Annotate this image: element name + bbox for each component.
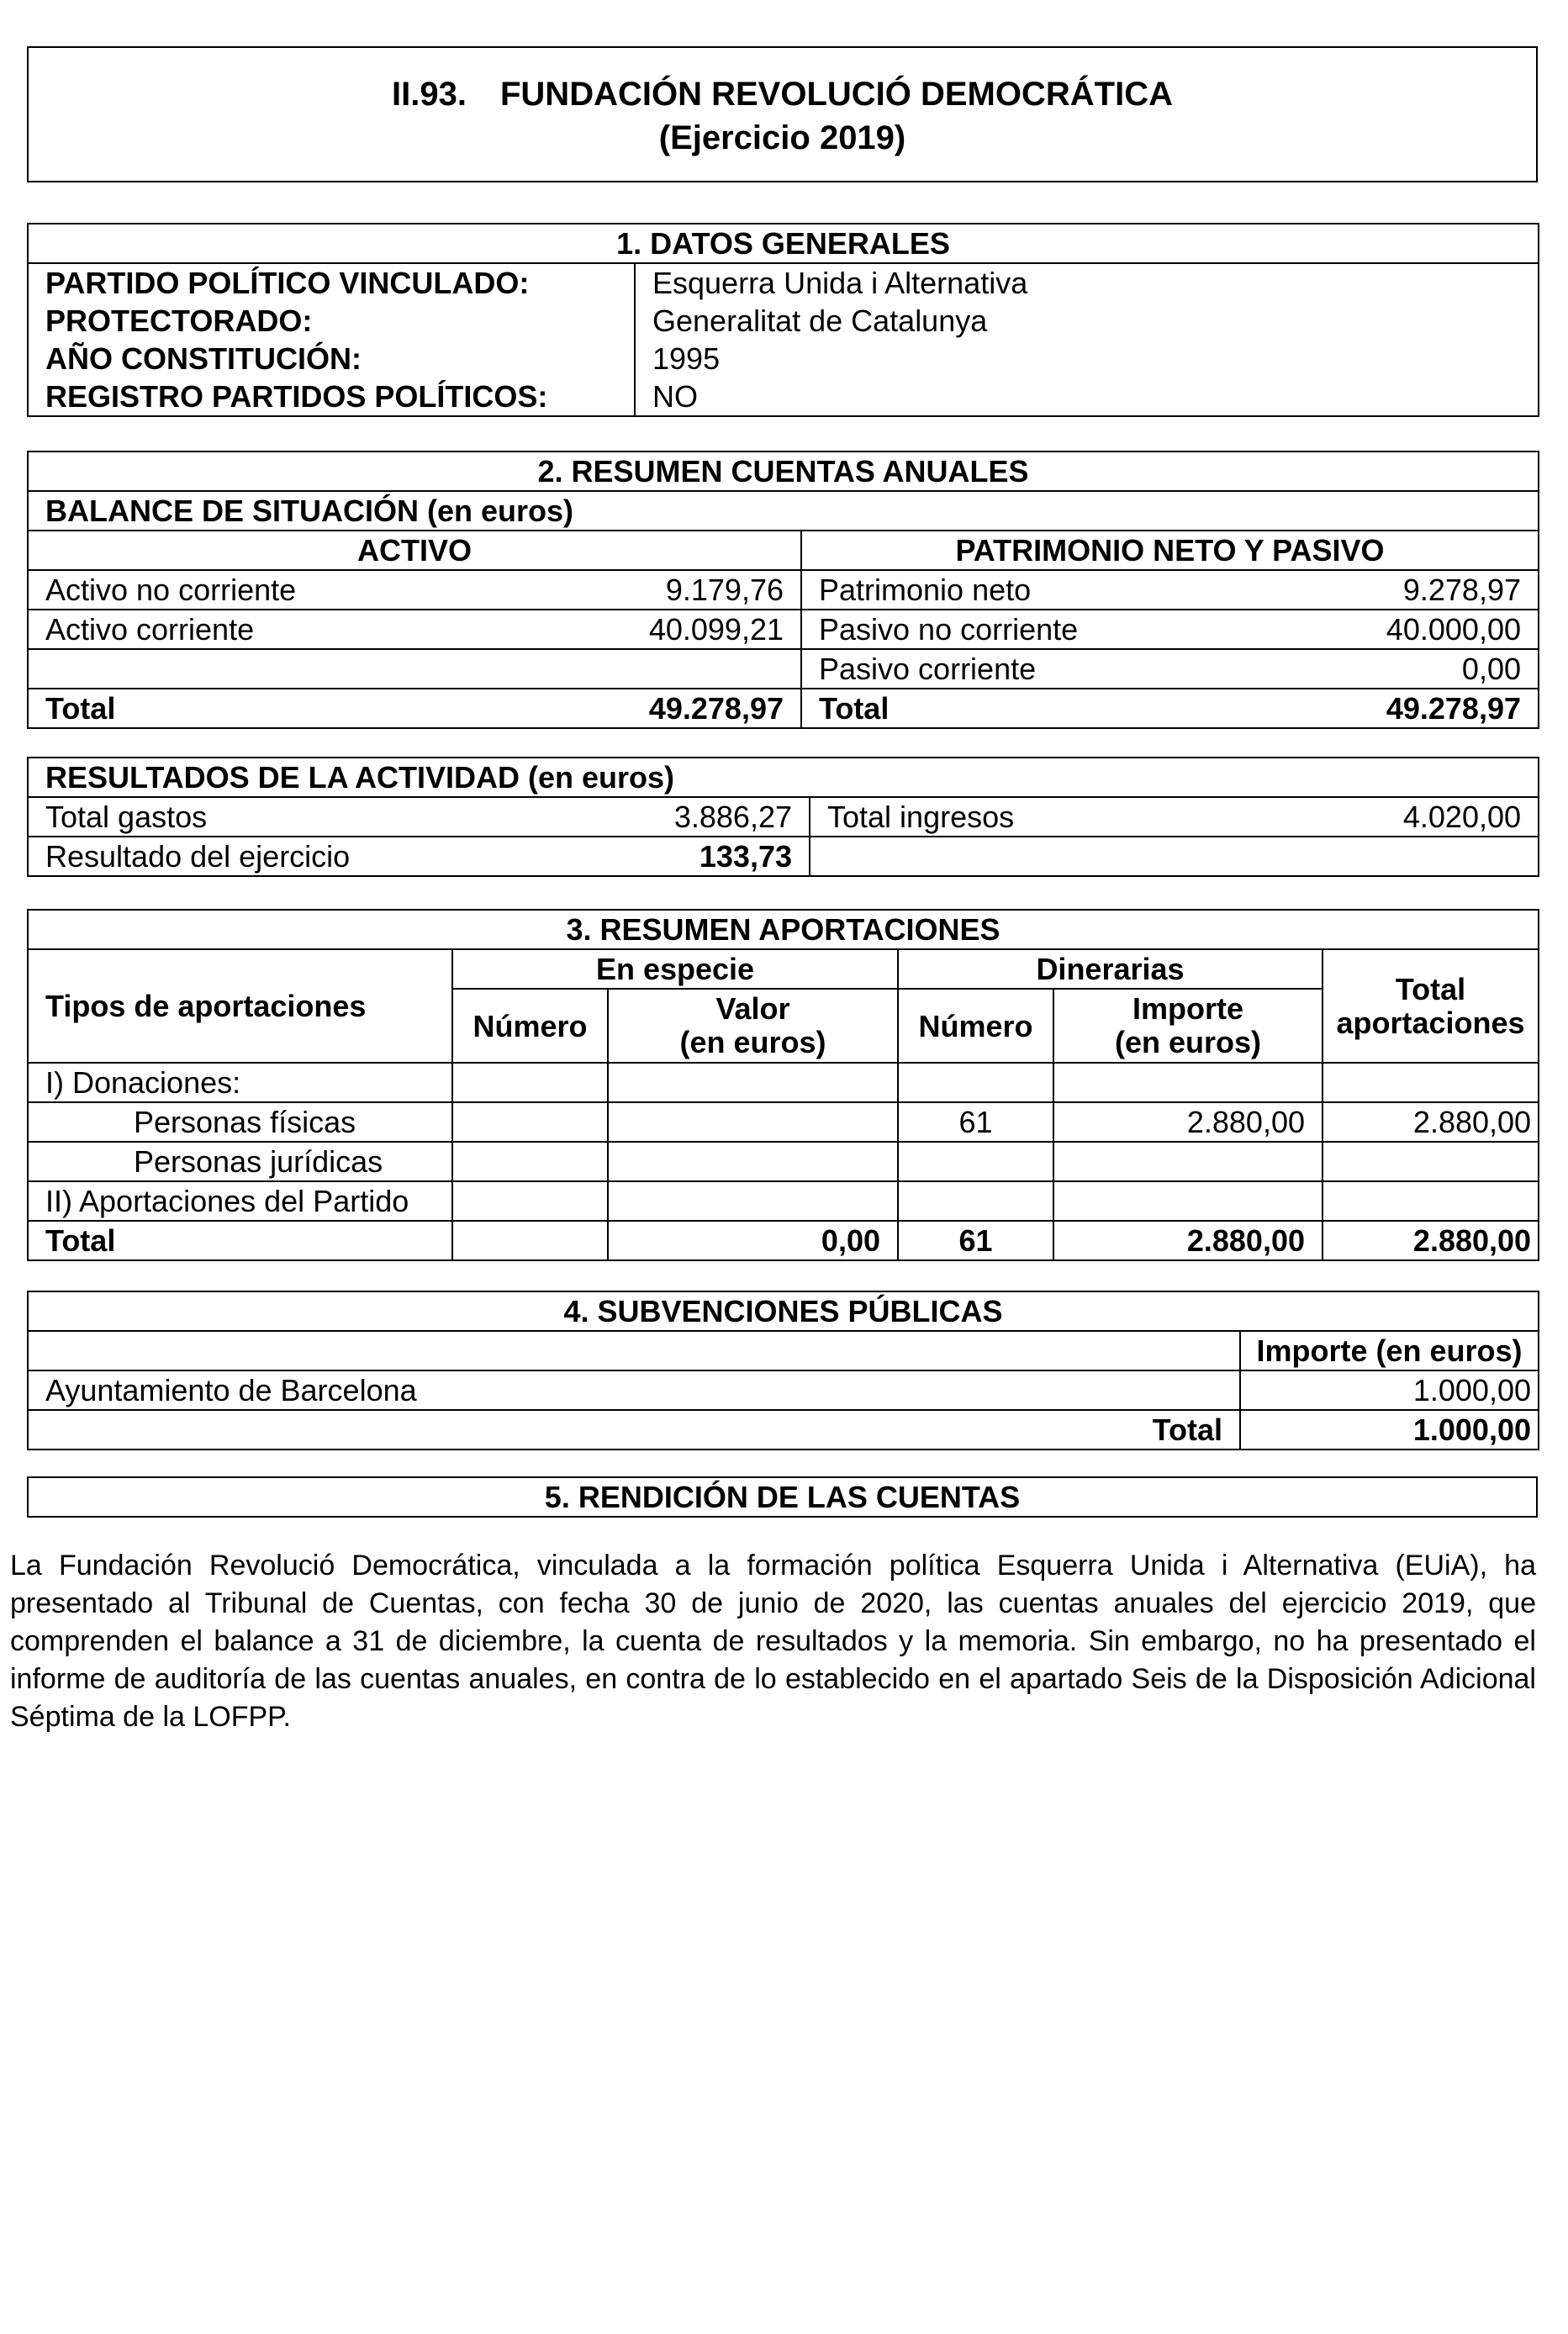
in-kind-number-header: Número (452, 989, 608, 1063)
results-table (27, 757, 1539, 877)
subsidies-total-label: Total (28, 1410, 1240, 1450)
monetary-number: 61 (898, 1102, 1053, 1142)
table-row (28, 1063, 1539, 1102)
contributions-table (27, 909, 1539, 1261)
section-number: II.93. (392, 76, 467, 113)
asset-value (482, 649, 801, 689)
total-in-kind-value: 0,00 (608, 1221, 898, 1260)
table-row (28, 1181, 1539, 1221)
subsidies-total-value: 1.000,00 (1240, 1410, 1539, 1450)
assets-header: ACTIVO (28, 531, 801, 570)
in-kind-value (608, 1063, 898, 1102)
in-kind-value (608, 1181, 898, 1221)
assets-total-value: 49.278,97 (482, 689, 801, 728)
liability-value: 40.000,00 (1255, 610, 1539, 649)
monetary-amount (1053, 1063, 1323, 1102)
contribution-total: 2.880,00 (1323, 1102, 1539, 1142)
monetary-number (898, 1181, 1053, 1221)
contribution-type: I) Donaciones: (28, 1063, 452, 1102)
in-kind-value-header (608, 989, 898, 1063)
annual-accounts-title: 2. RESUMEN CUENTAS ANUALES (28, 451, 1539, 491)
in-kind-number (452, 1102, 608, 1142)
general-data-table (27, 223, 1539, 417)
contribution-total (1323, 1181, 1539, 1221)
liability-value: 0,00 (1255, 649, 1539, 689)
rendition-table (27, 1476, 1538, 1518)
value-header-line1: Valor (715, 991, 790, 1026)
asset-label: Activo no corriente (28, 570, 482, 610)
document-title (29, 73, 1536, 115)
result-label: Resultado del ejercicio (28, 837, 482, 876)
in-kind-header: En especie (452, 949, 898, 989)
total-monetary-number: 61 (898, 1221, 1053, 1260)
empty-cell (28, 1331, 1240, 1370)
in-kind-value (608, 1102, 898, 1142)
total-contributions-value: 2.880,00 (1323, 1221, 1539, 1260)
general-label: PARTIDO POLÍTICO VINCULADO: (28, 263, 635, 302)
empty-cell (810, 837, 1539, 876)
in-kind-value (608, 1142, 898, 1181)
asset-label: Activo corriente (28, 610, 482, 649)
liability-value: 9.278,97 (1255, 570, 1539, 610)
subsidies-title: 4. SUBVENCIONES PÚBLICAS (28, 1291, 1539, 1331)
total-header-line1: Total (1395, 971, 1466, 1006)
results-title: RESULTADOS DE LA ACTIVIDAD (en euros) (28, 758, 1539, 797)
types-header: Tipos de aportaciones (28, 949, 452, 1063)
subsidies-table (27, 1291, 1539, 1450)
contribution-total (1323, 1142, 1539, 1181)
table-row (28, 1370, 1539, 1410)
income-value: 4.020,00 (1264, 797, 1539, 837)
expenses-label: Total gastos (28, 797, 482, 837)
total-header-line2: aportaciones (1336, 1005, 1525, 1040)
subsidy-amount-header: Importe (en euros) (1240, 1331, 1539, 1370)
asset-value: 9.179,76 (482, 570, 801, 610)
liabilities-header: PATRIMONIO NETO Y PASIVO (801, 531, 1539, 570)
monetary-number (898, 1063, 1053, 1102)
contribution-total (1323, 1063, 1539, 1102)
in-kind-number (452, 1181, 608, 1221)
balance-title: BALANCE DE SITUACIÓN (en euros) (28, 491, 1539, 531)
liabilities-total-value: 49.278,97 (1255, 689, 1539, 728)
general-data-title: 1. DATOS GENERALES (28, 224, 1539, 263)
monetary-number (898, 1142, 1053, 1181)
in-kind-number (452, 1063, 608, 1102)
general-value: Generalitat de Catalunya (635, 302, 1539, 340)
amount-header-line2: (en euros) (1114, 1025, 1262, 1059)
general-value: Esquerra Unida i Alternativa (635, 263, 1539, 302)
general-value: 1995 (635, 340, 1539, 378)
total-monetary-amount: 2.880,00 (1053, 1221, 1323, 1260)
general-label: REGISTRO PARTIDOS POLÍTICOS: (28, 378, 635, 416)
subsidy-amount: 1.000,00 (1240, 1370, 1539, 1410)
liability-label: Pasivo corriente (801, 649, 1255, 689)
subsidy-source: Ayuntamiento de Barcelona (28, 1370, 1240, 1410)
title-box (27, 46, 1538, 182)
annual-accounts-table (27, 451, 1539, 729)
result-value: 133,73 (482, 837, 810, 876)
rendition-title: 5. RENDICIÓN DE LAS CUENTAS (28, 1477, 1537, 1517)
table-row (28, 1142, 1539, 1181)
contribution-type: II) Aportaciones del Partido (28, 1181, 452, 1221)
monetary-amount-header (1053, 989, 1323, 1063)
monetary-amount: 2.880,00 (1053, 1102, 1323, 1142)
table-row (28, 1102, 1539, 1142)
liability-label: Pasivo no corriente (801, 610, 1255, 649)
asset-value: 40.099,21 (482, 610, 801, 649)
contributions-title: 3. RESUMEN APORTACIONES (28, 910, 1539, 949)
general-value: NO (635, 378, 1539, 416)
expenses-value: 3.886,27 (482, 797, 810, 837)
monetary-number-header: Número (898, 989, 1053, 1063)
rendition-paragraph: La Fundación Revolució Democrática, vinculada a la formación política Esquerra Unida i Alternativa (EUiA), ha presentado al Tribunal de Cuentas, con fecha 30 de junio de 2020, las cuentas anuales del ejercicio 2019, que comprenden el balance a 31 de diciembre, la cuenta de resultados y la memoria. Sin embargo, no ha presentado el informe de auditoría de las cuentas anuales, en contra de lo establecido en el apartado Seis de la Disposición Adicional Séptima de la LOFPP. (10, 1550, 1536, 1733)
contribution-type: Personas físicas (28, 1102, 452, 1142)
general-label: PROTECTORADO: (28, 302, 635, 340)
monetary-header: Dinerarias (898, 949, 1323, 989)
contributions-total-label: Total (28, 1221, 452, 1260)
income-label: Total ingresos (810, 797, 1264, 837)
liability-label: Patrimonio neto (801, 570, 1255, 610)
total-contributions-header (1323, 949, 1539, 1063)
value-header-line2: (en euros) (679, 1025, 826, 1059)
asset-label (28, 649, 482, 689)
monetary-amount (1053, 1181, 1323, 1221)
liabilities-total-label: Total (801, 689, 1255, 728)
foundation-name: FUNDACIÓN REVOLUCIÓ DEMOCRÁTICA (499, 76, 1173, 113)
assets-total-label: Total (28, 689, 482, 728)
total-in-kind-number (452, 1221, 608, 1260)
in-kind-number (452, 1142, 608, 1181)
monetary-amount (1053, 1142, 1323, 1181)
fiscal-year: (Ejercicio 2019) (658, 119, 906, 156)
contributions-total-row (28, 1221, 1539, 1260)
general-label: AÑO CONSTITUCIÓN: (28, 340, 635, 378)
amount-header-line1: Importe (1132, 991, 1243, 1026)
contribution-type: Personas jurídicas (28, 1142, 452, 1181)
